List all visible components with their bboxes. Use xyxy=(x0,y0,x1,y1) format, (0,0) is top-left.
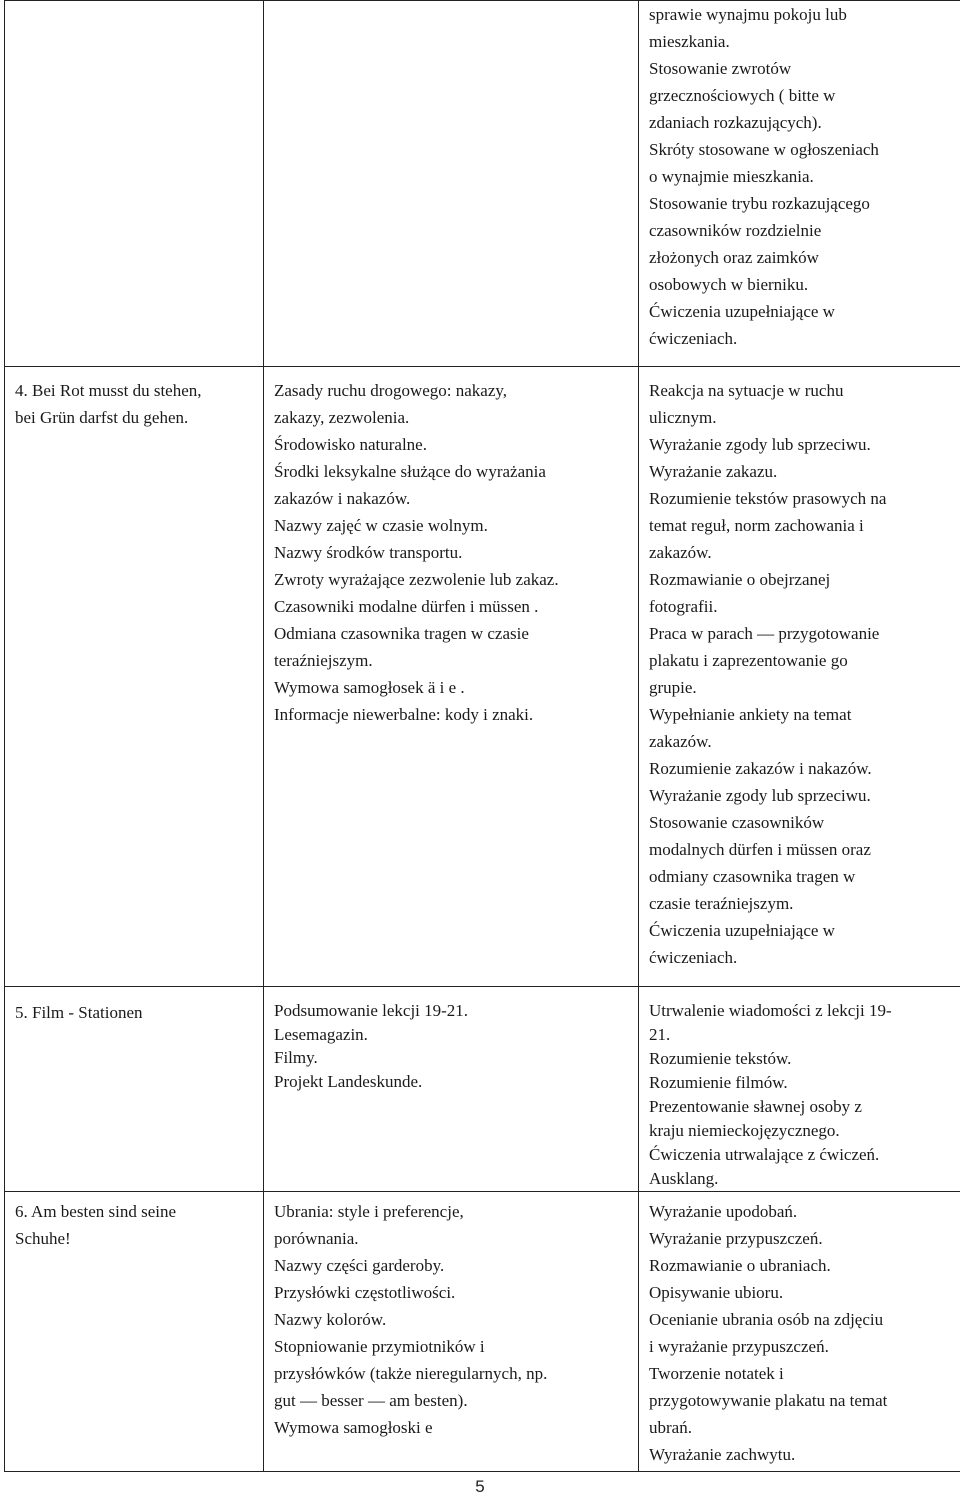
content-line: Nazwy środków transportu. xyxy=(274,543,463,562)
skill-line: Wyrażanie przypuszczeń. xyxy=(649,1229,823,1248)
content-line: Filmy. xyxy=(274,1048,318,1067)
skills-cell xyxy=(639,1,960,367)
skill-line: ćwiczeniach. xyxy=(649,329,738,348)
content-list xyxy=(274,999,628,1093)
skill-line: Praca w parach — przygotowanie xyxy=(649,624,880,643)
curriculum-table xyxy=(4,0,960,1472)
skill-line: zdaniach rozkazujących). xyxy=(649,113,822,132)
skill-line: Stosowanie trybu rozkazującego xyxy=(649,194,870,213)
topic-cell xyxy=(5,1192,264,1472)
skill-line: Ćwiczenia uzupełniające w xyxy=(649,302,835,321)
table-row xyxy=(5,987,960,1192)
table-row xyxy=(5,1,960,367)
content-line: przysłówków (także nieregularnych, np. xyxy=(274,1364,548,1383)
content-line: zakazów i nakazów. xyxy=(274,489,411,508)
skill-line: sprawie wynajmu pokoju lub xyxy=(649,5,847,24)
content-line: Wymowa samogłoski e xyxy=(274,1418,433,1437)
skill-line: Wyrażanie upodobań. xyxy=(649,1202,798,1221)
skill-line: Stosowanie czasowników xyxy=(649,813,825,832)
skill-line: Rozumienie filmów. xyxy=(649,1073,788,1092)
skill-line: Wyrażanie zachwytu. xyxy=(649,1445,796,1464)
skill-line: czasowników rozdzielnie xyxy=(649,221,822,240)
skill-line: modalnych dürfen i müssen oraz xyxy=(649,840,871,859)
table-row xyxy=(5,1192,960,1472)
skills-cell xyxy=(639,367,960,987)
topic-cell xyxy=(5,367,264,987)
skill-line: Stosowanie zwrotów xyxy=(649,59,792,78)
skill-line: ulicznym. xyxy=(649,408,717,427)
content-line: porównania. xyxy=(274,1229,359,1248)
skill-line: odmiany czasownika tragen w xyxy=(649,867,856,886)
skill-line: ubrań. xyxy=(649,1418,692,1437)
content-line: Nazwy części garderoby. xyxy=(274,1256,445,1275)
content-line: Zwroty wyrażające zezwolenie lub zakaz. xyxy=(274,570,559,589)
skill-line: Ćwiczenia utrwalające z ćwiczeń. xyxy=(649,1145,880,1164)
content-line: teraźniejszym. xyxy=(274,651,373,670)
content-line: Środki leksykalne służące do wyrażania xyxy=(274,462,546,481)
skill-line: Rozumienie zakazów i nakazów. xyxy=(649,759,872,778)
topic-title xyxy=(15,999,253,1026)
skill-line: o wynajmie mieszkania. xyxy=(649,167,814,186)
content-cell xyxy=(264,1192,639,1472)
skill-line: Reakcja na sytuacje w ruchu xyxy=(649,381,844,400)
content-line: Nazwy kolorów. xyxy=(274,1310,387,1329)
skills-list xyxy=(649,999,959,1191)
topic-line: 6. Am besten sind seine xyxy=(15,1202,177,1221)
skill-line: ćwiczeniach. xyxy=(649,948,738,967)
content-line: Zasady ruchu drogowego: nakazy, xyxy=(274,381,508,400)
skill-line: czasie teraźniejszym. xyxy=(649,894,794,913)
skill-line: Ocenianie ubrania osób na zdjęciu xyxy=(649,1310,884,1329)
skill-line: grzecznościowych ( bitte w xyxy=(649,86,836,105)
skill-line: Rozmawianie o obejrzanej xyxy=(649,570,831,589)
content-cell xyxy=(264,367,639,987)
content-list xyxy=(274,377,628,728)
content-line: Środowisko naturalne. xyxy=(274,435,427,454)
skill-line: osobowych w bierniku. xyxy=(649,275,809,294)
skill-line: 21. xyxy=(649,1025,671,1044)
skill-line: Utrwalenie wiadomości z lekcji 19- xyxy=(649,1001,892,1020)
skills-cell xyxy=(639,1192,960,1472)
content-line: zakazy, zezwolenia. xyxy=(274,408,410,427)
skill-line: zakazów. xyxy=(649,543,712,562)
topic-cell xyxy=(5,1,264,367)
skills-list xyxy=(649,1198,959,1468)
topic-line: 4. Bei Rot musst du stehen, xyxy=(15,381,202,400)
skill-line: Wyrażanie zgody lub sprzeciwu. xyxy=(649,786,871,805)
content-line: Odmiana czasownika tragen w czasie xyxy=(274,624,529,643)
content-line: Lesemagazin. xyxy=(274,1024,368,1044)
content-cell xyxy=(264,1,639,367)
skill-line: Rozmawianie o ubraniach. xyxy=(649,1256,831,1275)
topic-line: Schuhe! xyxy=(15,1229,71,1248)
skill-line: Wyrażanie zakazu. xyxy=(649,462,778,481)
topic-title xyxy=(15,377,253,431)
skill-line: Rozumienie tekstów prasowych na xyxy=(649,489,887,508)
page-number: 5 xyxy=(475,1477,485,1496)
skill-line: Rozumienie tekstów. xyxy=(649,1049,792,1068)
skill-line: mieszkania. xyxy=(649,32,730,51)
topic-title xyxy=(15,1198,253,1252)
content-line: Ubrania: style i preferencje, xyxy=(274,1202,464,1221)
skill-line: Ćwiczenia uzupełniające w xyxy=(649,921,835,940)
skill-line: Wypełnianie ankiety na temat xyxy=(649,705,852,724)
skill-line: kraju niemieckojęzycznego. xyxy=(649,1121,840,1140)
skills-cell xyxy=(639,987,960,1192)
skill-line: Ausklang. xyxy=(649,1169,719,1188)
topic-line: bei Grün darfst du gehen. xyxy=(15,408,189,427)
skills-list xyxy=(649,1,959,352)
skill-line: fotografii. xyxy=(649,597,718,616)
skill-line: Wyrażanie zgody lub sprzeciwu. xyxy=(649,435,871,454)
content-list xyxy=(274,1198,628,1441)
skill-line: Tworzenie notatek i xyxy=(649,1364,784,1383)
skill-line: Prezentowanie sławnej osoby z xyxy=(649,1097,862,1116)
skills-list xyxy=(649,377,959,971)
content-line: Podsumowanie lekcji 19-21. xyxy=(274,1001,469,1020)
content-line: Informacje niewerbalne: kody i znaki. xyxy=(274,705,534,724)
table-row xyxy=(5,367,960,987)
skill-line: temat reguł, norm zachowania i xyxy=(649,516,864,535)
skill-line: plakatu i zaprezentowanie go xyxy=(649,651,848,670)
skill-line: i wyrażanie przypuszczeń. xyxy=(649,1337,829,1356)
topic-line: 5. Film - Stationen xyxy=(15,1003,143,1022)
content-line: Projekt Landeskunde. xyxy=(274,1071,423,1091)
skill-line: Skróty stosowane w ogłoszeniach xyxy=(649,140,879,159)
skill-line: złożonych oraz zaimków xyxy=(649,248,819,267)
content-line: Wymowa samogłosek ä i e . xyxy=(274,678,465,697)
content-line: Stopniowanie przymiotników i xyxy=(274,1337,485,1356)
content-line: Przysłówki częstotliwości. xyxy=(274,1283,456,1302)
content-cell xyxy=(264,987,639,1192)
skill-line: grupie. xyxy=(649,678,697,697)
skill-line: przygotowywanie plakatu na temat xyxy=(649,1391,888,1410)
content-line: Nazwy zajęć w czasie wolnym. xyxy=(274,516,488,535)
content-line: Czasowniki modalne dürfen i müssen . xyxy=(274,597,539,616)
skill-line: zakazów. xyxy=(649,732,712,751)
topic-cell xyxy=(5,987,264,1192)
skill-line: Opisywanie ubioru. xyxy=(649,1283,784,1302)
content-line: gut — besser — am besten). xyxy=(274,1391,468,1410)
